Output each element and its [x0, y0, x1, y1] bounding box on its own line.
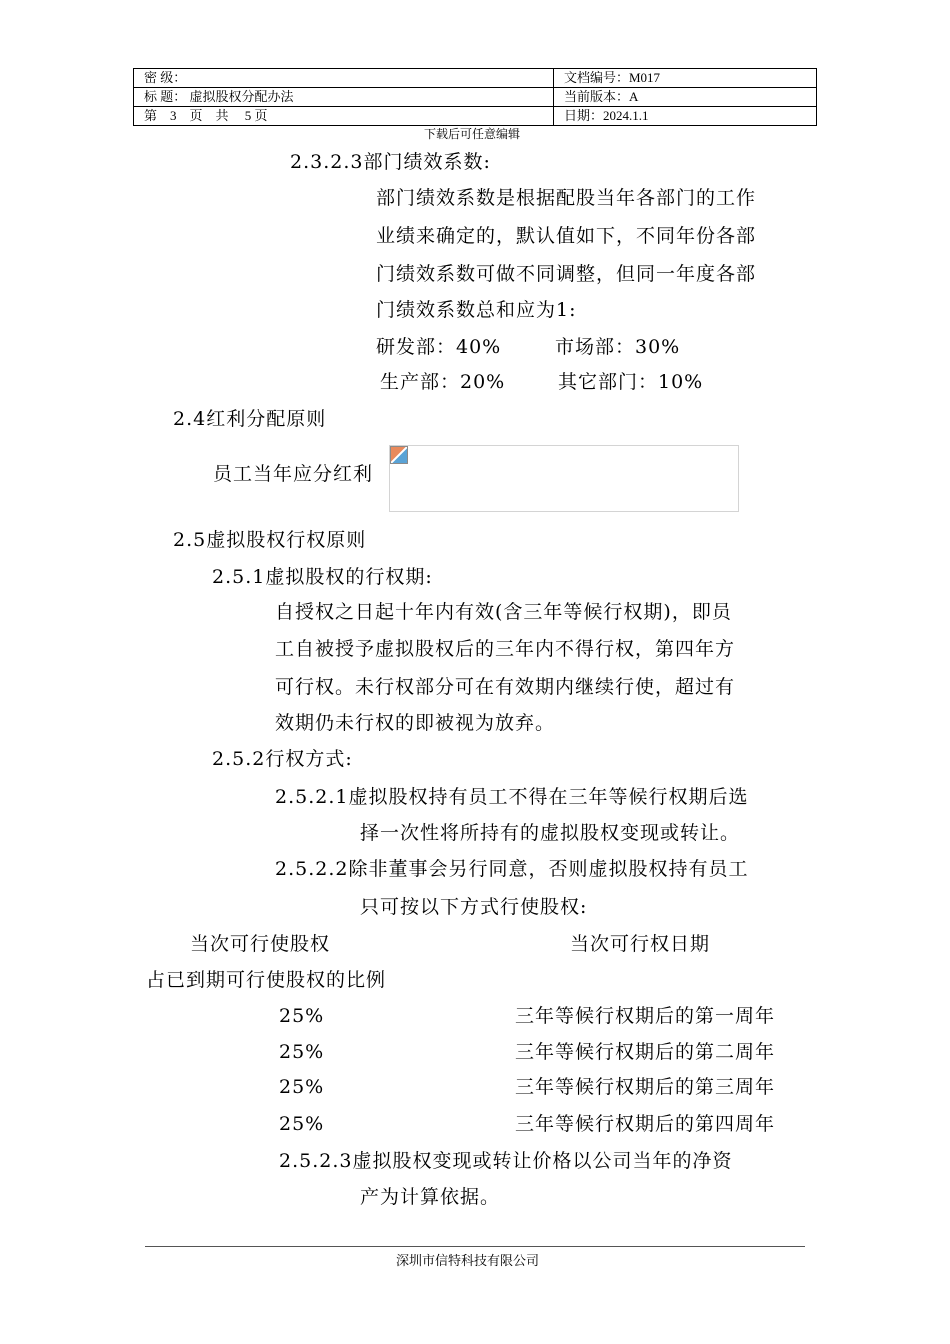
column-header-left-line2: 占已到期可行使股权的比例: [146, 969, 387, 991]
paragraph-line: 门绩效系数总和应为1:: [376, 299, 577, 321]
vesting-row-pct: 25%: [279, 1076, 325, 1098]
dept-other-coefficient: 其它部门：10%: [558, 371, 704, 393]
paragraph-line: 门绩效系数可做不同调整，但同一年度各部: [376, 263, 757, 285]
clause-2522-line2: 只可按以下方式行使股权:: [360, 896, 588, 918]
paragraph-line: 部门绩效系数是根据配股当年各部门的工作: [376, 187, 757, 209]
paragraph-line: 工自被授予虚拟股权后的三年内不得行权，第四年方: [275, 638, 736, 660]
clause-2521-line2: 择一次性将所持有的虚拟股权变现或转让。: [360, 822, 741, 844]
vesting-row-pct: 25%: [279, 1113, 325, 1135]
footer-divider: [145, 1246, 805, 1247]
clause-2523-line1: 2.5.2.3虚拟股权变现或转让价格以公司当年的净资: [279, 1150, 733, 1172]
doc-version: 当前版本：A: [554, 88, 817, 107]
dept-market-coefficient: 市场部：30%: [555, 336, 681, 358]
vesting-row-date: 三年等候行权期后的第二周年: [515, 1041, 776, 1063]
dept-production-coefficient: 生产部：20%: [380, 371, 506, 393]
download-note: 下载后可任意编辑: [424, 127, 521, 141]
footer-company: 深圳市信特科技有限公司: [396, 1253, 540, 1268]
doc-number: 文档编号：M017: [554, 69, 817, 88]
column-header-right: 当次可行权日期: [570, 933, 711, 955]
vesting-row-pct: 25%: [279, 1041, 325, 1063]
secret-level: 密 级：: [134, 69, 554, 88]
dividend-text: 员工当年应分红利: [213, 463, 374, 485]
paragraph-line: 自授权之日起十年内有效(含三年等候行权期)，即员: [275, 601, 732, 623]
doc-date: 日期：2024.1.1: [554, 107, 817, 126]
clause-2521-line1: 2.5.2.1虚拟股权持有员工不得在三年等候行权期后选: [275, 786, 749, 808]
paragraph-line: 可行权。未行权部分可在有效期内继续行使，超过有: [275, 676, 736, 698]
section-252-heading: 2.5.2行权方式:: [212, 748, 353, 770]
section-25-heading: 2.5虚拟股权行权原则: [173, 529, 367, 551]
paragraph-line: 业绩来确定的，默认值如下，不同年份各部: [376, 225, 757, 247]
section-2323-heading: 2.3.2.3部门绩效系数:: [290, 151, 491, 173]
doc-title: 标 题： 虚拟股权分配办法: [134, 88, 554, 107]
broken-image-icon: [390, 446, 408, 464]
vesting-row-date: 三年等候行权期后的第四周年: [515, 1113, 776, 1135]
page-count: 第 3 页 共 5 页: [134, 107, 554, 126]
vesting-row-date: 三年等候行权期后的第三周年: [515, 1076, 776, 1098]
formula-image-placeholder: [389, 445, 739, 512]
section-24-heading: 2.4红利分配原则: [173, 408, 327, 430]
section-251-heading: 2.5.1虚拟股权的行权期:: [212, 566, 433, 588]
vesting-row-date: 三年等候行权期后的第一周年: [515, 1005, 776, 1027]
dept-rd-coefficient: 研发部：40%: [376, 336, 502, 358]
document-header-table: [133, 68, 817, 126]
column-header-left-line1: 当次可行使股权: [190, 933, 331, 955]
paragraph-line: 效期仍未行权的即被视为放弃。: [275, 712, 556, 734]
vesting-row-pct: 25%: [279, 1005, 325, 1027]
clause-2523-line2: 产为计算依据。: [360, 1186, 501, 1208]
clause-2522-line1: 2.5.2.2除非董事会另行同意，否则虚拟股权持有员工: [275, 858, 749, 880]
